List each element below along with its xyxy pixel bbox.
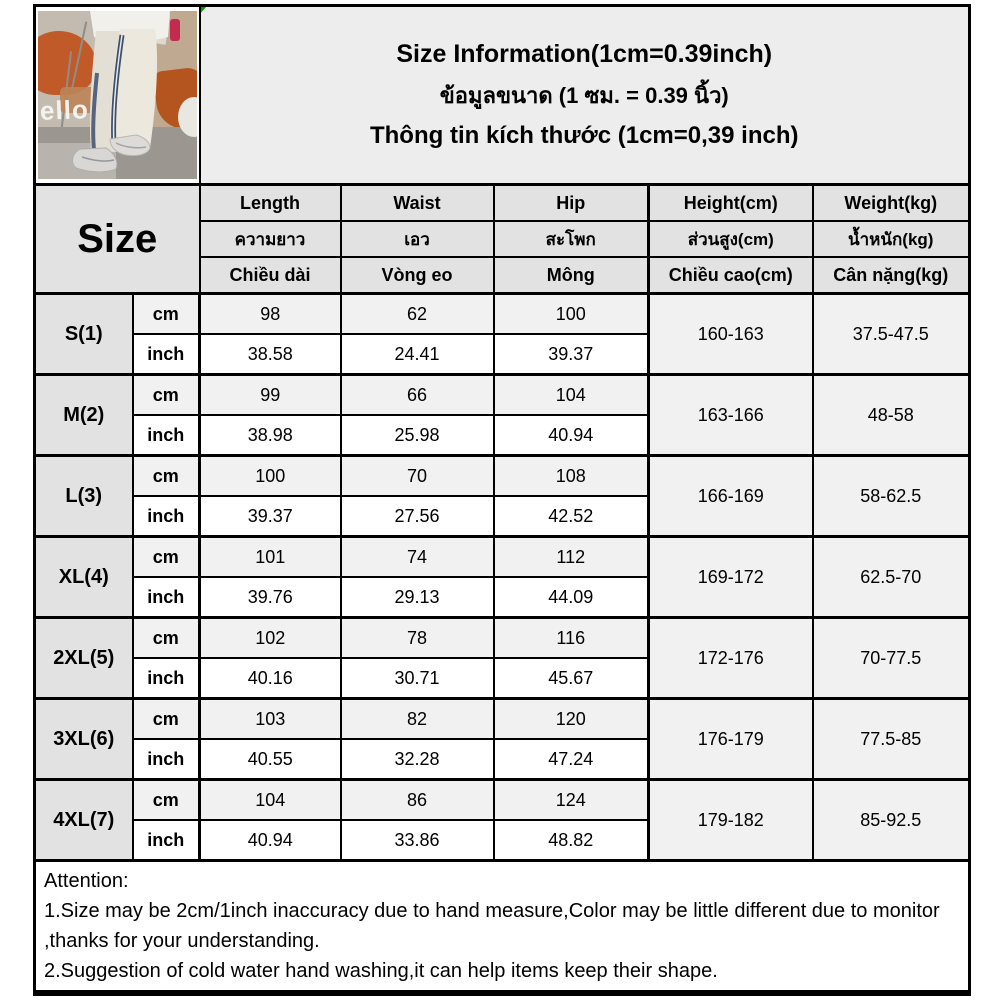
col-header-length-th: ความยาว — [200, 221, 341, 257]
cell-waist-cm: 74 — [341, 537, 494, 578]
cell-waist-inch: 27.56 — [341, 496, 494, 537]
unit-label-inch: inch — [133, 334, 200, 375]
cell-hip-inch: 45.67 — [494, 658, 649, 699]
cell-weight-range: 58-62.5 — [813, 456, 970, 537]
col-header-weight-vi: Cân nặng(kg) — [813, 257, 970, 294]
cell-length-inch: 40.16 — [200, 658, 341, 699]
cell-length-inch: 38.58 — [200, 334, 341, 375]
cell-waist-cm: 82 — [341, 699, 494, 740]
cell-hip-cm: 124 — [494, 780, 649, 821]
cell-hip-inch: 40.94 — [494, 415, 649, 456]
unit-label-inch: inch — [133, 496, 200, 537]
col-header-length-en: Length — [200, 185, 341, 222]
size-header: Size — [35, 185, 200, 294]
unit-label-inch: inch — [133, 577, 200, 618]
cell-height-range: 166-169 — [649, 456, 813, 537]
cell-waist-inch: 24.41 — [341, 334, 494, 375]
cell-hip-cm: 108 — [494, 456, 649, 497]
col-header-hip-th: สะโพก — [494, 221, 649, 257]
col-header-length-vi: Chiều dài — [200, 257, 341, 294]
product-photo — [38, 11, 197, 179]
attention-line: ,thanks for your understanding. — [44, 930, 320, 952]
col-header-waist-vi: Vòng eo — [341, 257, 494, 294]
col-header-waist-en: Waist — [341, 185, 494, 222]
cell-hip-inch: 48.82 — [494, 820, 649, 861]
size-chart-sheet — [33, 4, 968, 996]
cell-length-cm: 100 — [200, 456, 341, 497]
unit-label-cm: cm — [133, 375, 200, 416]
cell-weight-range: 85-92.5 — [813, 780, 970, 861]
unit-label-cm: cm — [133, 618, 200, 659]
col-header-height-th: ส่วนสูง(cm) — [649, 221, 813, 257]
cell-hip-cm: 116 — [494, 618, 649, 659]
cell-weight-range: 37.5-47.5 — [813, 294, 970, 375]
cell-length-inch: 40.94 — [200, 820, 341, 861]
unit-label-cm: cm — [133, 780, 200, 821]
cell-hip-cm: 100 — [494, 294, 649, 335]
cell-length-inch: 39.76 — [200, 577, 341, 618]
unit-label-inch: inch — [133, 820, 200, 861]
col-header-weight-th: น้ำหนัก(kg) — [813, 221, 970, 257]
col-header-weight-en: Weight(kg) — [813, 185, 970, 222]
unit-label-inch: inch — [133, 739, 200, 780]
photo-overlay-text: ello — [39, 94, 90, 126]
cell-height-range: 176-179 — [649, 699, 813, 780]
cell-weight-range: 62.5-70 — [813, 537, 970, 618]
cell-waist-cm: 70 — [341, 456, 494, 497]
unit-label-cm: cm — [133, 699, 200, 740]
cell-length-inch: 38.98 — [200, 415, 341, 456]
attention-block — [35, 861, 970, 994]
cell-length-inch: 40.55 — [200, 739, 341, 780]
cell-hip-inch: 47.24 — [494, 739, 649, 780]
cell-length-cm: 102 — [200, 618, 341, 659]
col-header-height-en: Height(cm) — [649, 185, 813, 222]
attention-line: 1.Size may be 2cm/1inch inaccuracy due to hand measure,Color may be little different due to monitor — [44, 900, 940, 922]
cell-length-cm: 99 — [200, 375, 341, 416]
size-table — [33, 4, 971, 996]
cell-length-inch: 39.37 — [200, 496, 341, 537]
cell-waist-inch: 25.98 — [341, 415, 494, 456]
size-row-label: S(1) — [35, 294, 133, 375]
cell-weight-range: 70-77.5 — [813, 618, 970, 699]
size-row-label: 4XL(7) — [35, 780, 133, 861]
cell-waist-cm: 62 — [341, 294, 494, 335]
col-header-hip-en: Hip — [494, 185, 649, 222]
col-header-height-vi: Chiều cao(cm) — [649, 257, 813, 294]
cell-hip-cm: 112 — [494, 537, 649, 578]
cell-waist-inch: 32.28 — [341, 739, 494, 780]
photo-pants-graphic — [38, 11, 197, 179]
cell-hip-cm: 104 — [494, 375, 649, 416]
corner-marker-icon — [200, 6, 207, 16]
attention-line: 2.Suggestion of cold water hand washing,it can help items keep their shape. — [44, 960, 718, 982]
size-row-label: M(2) — [35, 375, 133, 456]
page-title-thai: ข้อมูลขนาด (1 ซม. = 0.39 นิ้ว) — [439, 83, 729, 108]
title-block — [200, 6, 970, 185]
product-photo-cell — [35, 6, 200, 185]
col-header-hip-vi: Mông — [494, 257, 649, 294]
size-row-label: XL(4) — [35, 537, 133, 618]
cell-height-range: 163-166 — [649, 375, 813, 456]
unit-label-inch: inch — [133, 658, 200, 699]
size-row-label: 3XL(6) — [35, 699, 133, 780]
attention-heading: Attention: — [44, 870, 129, 892]
unit-label-cm: cm — [133, 456, 200, 497]
unit-label-cm: cm — [133, 294, 200, 335]
size-row-label: L(3) — [35, 456, 133, 537]
cell-weight-range: 48-58 — [813, 375, 970, 456]
cell-waist-inch: 33.86 — [341, 820, 494, 861]
unit-label-inch: inch — [133, 415, 200, 456]
page-title-vietnamese: Thông tin kích thước (1cm=0,39 inch) — [369, 122, 799, 149]
cell-waist-cm: 86 — [341, 780, 494, 821]
unit-label-cm: cm — [133, 537, 200, 578]
col-header-waist-th: เอว — [341, 221, 494, 257]
cell-hip-inch: 44.09 — [494, 577, 649, 618]
cell-waist-inch: 30.71 — [341, 658, 494, 699]
cell-waist-inch: 29.13 — [341, 577, 494, 618]
cell-length-cm: 101 — [200, 537, 341, 578]
cell-length-cm: 98 — [200, 294, 341, 335]
page-title: Size Information(1cm=0.39inch) — [396, 40, 773, 68]
cell-hip-cm: 120 — [494, 699, 649, 740]
cell-height-range: 172-176 — [649, 618, 813, 699]
size-row-label: 2XL(5) — [35, 618, 133, 699]
cell-height-range: 160-163 — [649, 294, 813, 375]
cell-length-cm: 104 — [200, 780, 341, 821]
cell-length-cm: 103 — [200, 699, 341, 740]
cell-hip-inch: 39.37 — [494, 334, 649, 375]
cell-hip-inch: 42.52 — [494, 496, 649, 537]
cell-waist-cm: 66 — [341, 375, 494, 416]
cell-waist-cm: 78 — [341, 618, 494, 659]
cell-height-range: 179-182 — [649, 780, 813, 861]
cell-height-range: 169-172 — [649, 537, 813, 618]
cell-weight-range: 77.5-85 — [813, 699, 970, 780]
